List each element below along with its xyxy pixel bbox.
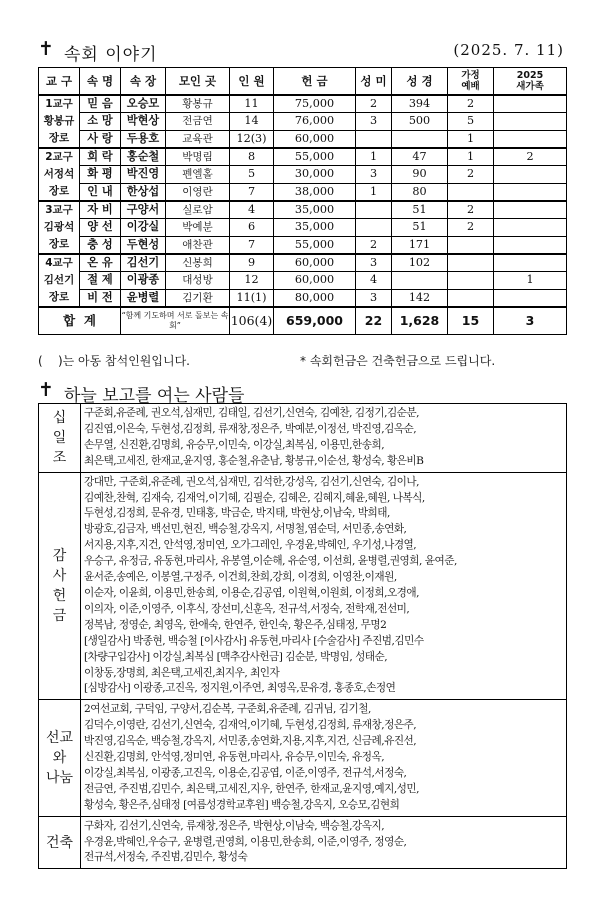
table-cell: 14 bbox=[230, 113, 274, 130]
table-cell: 2 bbox=[448, 219, 494, 236]
giver-line: 김진엽,이은숙, 두현성,김정희, 류재창,정은주, 박예분,이정선, 박진영,김옥순, bbox=[84, 422, 417, 435]
table-cell: 394 bbox=[392, 95, 448, 113]
table-cell: 소 망 bbox=[80, 113, 121, 130]
table-cell: 두현성 bbox=[121, 236, 166, 254]
district-label: 2교구 서정석 장로 bbox=[39, 148, 80, 201]
table-cell: 9 bbox=[230, 254, 274, 272]
table-cell bbox=[494, 166, 567, 183]
giver-line: 우승구, 유정금, 유동현,마리사, 유봉열,이순해, 유순영, 이선희, 윤병렬,권영희, 윤여준, bbox=[84, 555, 457, 568]
issue-date: (2025. 7. 11) bbox=[453, 41, 564, 59]
table-cell: 12(3) bbox=[230, 130, 274, 148]
section-header-cell-stories bbox=[38, 38, 564, 65]
table-cell: 38,000 bbox=[274, 183, 356, 201]
table-cell bbox=[356, 219, 392, 236]
table-cell: 비 전 bbox=[80, 289, 121, 307]
table-cell bbox=[494, 130, 567, 148]
table-cell: 3 bbox=[356, 113, 392, 130]
total-rice: 22 bbox=[356, 307, 392, 335]
giver-group-row bbox=[39, 472, 567, 700]
table-cell: 화 평 bbox=[80, 166, 121, 183]
table-cell: 60,000 bbox=[274, 272, 356, 289]
table-cell: 두용호 bbox=[121, 130, 166, 148]
column-header: 교 구 bbox=[39, 68, 80, 96]
table-row bbox=[39, 254, 567, 272]
giver-line: 손무열, 신진환,김명희, 유승무,이민숙, 이강실,최복심, 이용민,한송희, bbox=[84, 438, 385, 451]
giver-line: 윤서준,송예은, 이봉열,구정주, 이건희,찬희,강희, 이경희, 이영찬,이재원, bbox=[84, 571, 397, 584]
total-worship: 15 bbox=[448, 307, 494, 335]
table-row bbox=[39, 183, 567, 201]
table-cell: 오승모 bbox=[121, 95, 166, 113]
district-label: 4교구 김선기 장로 bbox=[39, 254, 80, 307]
table-cell: 펜엘홀 bbox=[166, 166, 230, 183]
giver-line: 강대만, 구준회,유준례, 권오석,심재민, 김석한,강성옥, 김선기,신연숙, 김이나, bbox=[84, 475, 420, 488]
total-newfamily: 3 bbox=[494, 307, 567, 335]
offering-givers-table bbox=[38, 403, 567, 869]
giver-line: [차량구입감사] 이강실,최복심 [맥추감사헌금] 김순분, 박명임, 성태순, bbox=[84, 650, 388, 663]
table-cell: 171 bbox=[392, 236, 448, 254]
table-cell: 한상섭 bbox=[121, 183, 166, 201]
table-cell: 실로암 bbox=[166, 201, 230, 219]
table-cell bbox=[494, 254, 567, 272]
table-cell: 신봉희 bbox=[166, 254, 230, 272]
giver-line: 김예찬,찬혁, 김재숙, 김재억,이기혜, 김필순, 김혜은, 김혜지,혜윤,혜원, 나복식, bbox=[84, 491, 425, 504]
table-cell: 김기환 bbox=[166, 289, 230, 307]
table-cell: 4 bbox=[230, 201, 274, 219]
table-cell: 전금연 bbox=[166, 113, 230, 130]
table-cell: 35,000 bbox=[274, 201, 356, 219]
table-cell bbox=[356, 130, 392, 148]
table-row bbox=[39, 236, 567, 254]
giver-group-row bbox=[39, 404, 567, 473]
table-cell: 4 bbox=[356, 272, 392, 289]
giver-line: 2여선교회, 구덕임, 구양서,김순복, 구준회,유준례, 김귀님, 김기철, bbox=[84, 703, 371, 716]
table-cell: 7 bbox=[230, 236, 274, 254]
table-cell: 1 bbox=[356, 183, 392, 201]
footnote-child-count: ( )는 아동 참석인원입니다. bbox=[38, 354, 190, 368]
total-people: 106(4) bbox=[230, 307, 274, 335]
giver-line: 황성숙, 황은주,심태정 [여름성경학교후원] 백승철,강옥지, 오승모,김현희 bbox=[84, 798, 400, 811]
table-cell: 8 bbox=[230, 148, 274, 166]
table-cell: 60,000 bbox=[274, 130, 356, 148]
table-cell: 자 비 bbox=[80, 201, 121, 219]
table-cell: 12 bbox=[230, 272, 274, 289]
giver-group-label: 감 사 헌 금 bbox=[39, 472, 81, 700]
giver-group-label: 선교 와 나눔 bbox=[39, 700, 81, 816]
table-cell: 이광종 bbox=[121, 272, 166, 289]
table-cell: 홍순철 bbox=[121, 148, 166, 166]
table-cell: 박예분 bbox=[166, 219, 230, 236]
table-cell: 55,000 bbox=[274, 236, 356, 254]
giver-line: 정복남, 정영순, 최영옥, 한애숙, 한연주, 한인숙, 황은주,심태정, 무명2 bbox=[84, 618, 387, 631]
table-cell: 75,000 bbox=[274, 95, 356, 113]
table-cell: 2 bbox=[448, 166, 494, 183]
table-cell: 이강실 bbox=[121, 219, 166, 236]
district-label: 1교구 황봉규 장로 bbox=[39, 95, 80, 148]
table-cell: 55,000 bbox=[274, 148, 356, 166]
table-body bbox=[39, 95, 567, 335]
column-header: 성 경 bbox=[392, 68, 448, 96]
table-cell: 3 bbox=[356, 254, 392, 272]
giver-group-label: 십 일 조 bbox=[39, 404, 81, 473]
giver-line: [심방감사] 이광종,고진옥, 정지원,이주연, 최영옥,문유경, 홍종호,손정연 bbox=[84, 682, 396, 695]
total-offering: 659,000 bbox=[274, 307, 356, 335]
table-cell bbox=[494, 113, 567, 130]
giver-line: 이강실,최복심, 이광종,고진옥, 이용순,김공엽, 이준,이영주, 전규석,서정숙, bbox=[84, 766, 407, 779]
table-cell: 5 bbox=[230, 166, 274, 183]
total-label: 합 계 bbox=[39, 307, 121, 335]
table-cell: 3 bbox=[356, 289, 392, 307]
giver-group-row bbox=[39, 700, 567, 816]
giver-names bbox=[81, 472, 567, 700]
giver-line: 서지용,지후,지건, 안석영,정미연, 오가그레인, 우경윤,박혜인, 우기성,나경열, bbox=[84, 539, 417, 552]
table-cell bbox=[494, 183, 567, 201]
table-cell bbox=[448, 254, 494, 272]
giver-line: 전금연, 주진범,김민수, 최은택,고세진,지우, 한연주, 한재교,윤지영,예지,성민, bbox=[84, 782, 420, 795]
table-cell: 2 bbox=[448, 95, 494, 113]
table-cell: 사 랑 bbox=[80, 130, 121, 148]
table-row bbox=[39, 166, 567, 183]
footnote-offering: * 속회헌금은 건축헌금으로 드립니다. bbox=[300, 354, 496, 368]
giver-group-row bbox=[39, 816, 567, 869]
table-cell: 박명림 bbox=[166, 148, 230, 166]
total-bible: 1,628 bbox=[392, 307, 448, 335]
table-row bbox=[39, 272, 567, 289]
table-cell bbox=[448, 183, 494, 201]
giver-names bbox=[81, 404, 567, 473]
footnotes bbox=[38, 352, 578, 370]
table-cell bbox=[494, 201, 567, 219]
table-cell: 희 락 bbox=[80, 148, 121, 166]
column-header: 가정 예배 bbox=[448, 68, 494, 96]
table-cell: 양 선 bbox=[80, 219, 121, 236]
table-cell: 7 bbox=[230, 183, 274, 201]
section-header-givers bbox=[38, 379, 538, 406]
table-cell: 2 bbox=[494, 148, 567, 166]
giver-line: 신진환,김명희, 안석영,정미연, 유동현,마리사, 유승무,이민숙, 유정옥, bbox=[84, 751, 385, 764]
table-cell: 500 bbox=[392, 113, 448, 130]
table-cell: 2 bbox=[356, 95, 392, 113]
cross-icon: ✝ bbox=[38, 379, 54, 401]
table-cell: 1 bbox=[356, 148, 392, 166]
table-cell: 황봉규 bbox=[166, 95, 230, 113]
table-cell: 박진영 bbox=[121, 166, 166, 183]
table-cell bbox=[448, 289, 494, 307]
column-header: 2025 새가족 bbox=[494, 68, 567, 96]
page-title: 속회 이야기 bbox=[64, 45, 158, 65]
table-row bbox=[39, 289, 567, 307]
giver-names bbox=[81, 700, 567, 816]
table-header-row bbox=[39, 68, 567, 96]
table-cell: 51 bbox=[392, 201, 448, 219]
column-header: 속 장 bbox=[121, 68, 166, 96]
column-header: 속 명 bbox=[80, 68, 121, 96]
table-row bbox=[39, 148, 567, 166]
table-cell: 11 bbox=[230, 95, 274, 113]
table-cell: 51 bbox=[392, 219, 448, 236]
column-header: 인 원 bbox=[230, 68, 274, 96]
table-cell bbox=[448, 236, 494, 254]
table-cell: 애찬관 bbox=[166, 236, 230, 254]
table-cell: 102 bbox=[392, 254, 448, 272]
giver-line: 김덕수,이영란, 김선기,신연숙, 김재억,이기혜, 두현성,김정희, 류재창,정은주, bbox=[84, 719, 417, 732]
table-cell bbox=[448, 272, 494, 289]
giver-line: 방광호,김금자, 백선민,현진, 백승철,강옥지, 서명철,염순덕, 서민종,송연화, bbox=[84, 523, 407, 536]
giver-names bbox=[81, 816, 567, 869]
table-cell: 윤병렬 bbox=[121, 289, 166, 307]
table-cell: 믿 음 bbox=[80, 95, 121, 113]
table-cell: 1 bbox=[448, 148, 494, 166]
total-row bbox=[39, 307, 567, 335]
table-cell: 76,000 bbox=[274, 113, 356, 130]
table-row bbox=[39, 219, 567, 236]
table-cell: 80 bbox=[392, 183, 448, 201]
table-cell: 절 제 bbox=[80, 272, 121, 289]
giver-line: 이순자, 이윤희, 이용민,한송희, 이용순,김공엽, 이원혁,이원희, 이정희,오경애, bbox=[84, 586, 420, 599]
table-cell: 인 내 bbox=[80, 183, 121, 201]
table-cell: 2 bbox=[448, 201, 494, 219]
table-cell: 이영란 bbox=[166, 183, 230, 201]
giver-line: 우경윤,박혜인,우승구, 윤병렬,권영희, 이용민,한송희, 이준,이영주, 정영순, bbox=[84, 835, 407, 848]
table-cell: 80,000 bbox=[274, 289, 356, 307]
table-cell: 60,000 bbox=[274, 254, 356, 272]
giver-group-label: 건축 bbox=[39, 816, 81, 869]
table-cell bbox=[494, 289, 567, 307]
table-cell: 구양서 bbox=[121, 201, 166, 219]
table-cell: 충 성 bbox=[80, 236, 121, 254]
cross-icon: ✝ bbox=[38, 38, 54, 60]
table-cell: 142 bbox=[392, 289, 448, 307]
giver-line: 이의자, 이준,이영주, 이후식, 장선미,신훈옥, 전규석,서정숙, 전학재,전선미, bbox=[84, 602, 410, 615]
table-cell: 1 bbox=[448, 130, 494, 148]
table-cell: 11(1) bbox=[230, 289, 274, 307]
table-cell: 대성방 bbox=[166, 272, 230, 289]
table-cell: 5 bbox=[448, 113, 494, 130]
table-cell: 2 bbox=[356, 236, 392, 254]
table-row bbox=[39, 95, 567, 113]
cell-meeting-table bbox=[38, 67, 567, 335]
giver-line: [생일감사] 박종현, 백승철 [이사감사] 유동현,마리사 [수술감사] 주진범,김민수 bbox=[84, 634, 424, 647]
table-cell: 김선기 bbox=[121, 254, 166, 272]
table-cell: 6 bbox=[230, 219, 274, 236]
table-cell bbox=[494, 219, 567, 236]
table-cell: 3 bbox=[356, 166, 392, 183]
section-title: 하늘 보고를 여는 사람들 bbox=[64, 386, 245, 406]
column-header: 모인 곳 bbox=[166, 68, 230, 96]
giver-line: 이창동,장명희, 최은택,고세진,최지우, 최인자 bbox=[84, 666, 280, 679]
table-cell: 35,000 bbox=[274, 219, 356, 236]
table-row bbox=[39, 201, 567, 219]
giver-line: 전규석,서정숙, 주진범,김민수, 황성숙 bbox=[84, 851, 248, 864]
district-label: 3교구 김광석 장로 bbox=[39, 201, 80, 254]
column-header: 성 미 bbox=[356, 68, 392, 96]
table-cell: 온 유 bbox=[80, 254, 121, 272]
table-cell: 30,000 bbox=[274, 166, 356, 183]
table-cell bbox=[356, 201, 392, 219]
table-cell: 47 bbox=[392, 148, 448, 166]
giver-line: 구화자, 김선기,신연숙, 류재창,정은주, 박현상,이남숙, 백승철,강옥지, bbox=[84, 819, 385, 832]
giver-line: 박진영,김옥순, 백승철,강옥지, 서민종,송연화,지용,지후,지건, 신금례,유진선, bbox=[84, 735, 417, 748]
table-row bbox=[39, 130, 567, 148]
table-cell bbox=[392, 272, 448, 289]
table-cell: 박현상 bbox=[121, 113, 166, 130]
table-cell bbox=[494, 95, 567, 113]
table-cell: 90 bbox=[392, 166, 448, 183]
cell-motto: “함께 기도하며 서로 돌보는 속회” bbox=[121, 307, 230, 335]
table-cell: 1 bbox=[494, 272, 567, 289]
table-cell: 교육관 bbox=[166, 130, 230, 148]
giver-line: 구준회,유준례, 권오석,심재민, 김태일, 김선기,신연숙, 김예찬, 김정기,김순분, bbox=[84, 407, 420, 419]
table-row bbox=[39, 113, 567, 130]
column-header: 헌 금 bbox=[274, 68, 356, 96]
giver-line: 두현성,김정희, 문유경, 민태홍, 박금순, 박지태, 박현상,이남숙, 박희태, bbox=[84, 507, 390, 520]
table-cell bbox=[392, 130, 448, 148]
table-cell bbox=[494, 236, 567, 254]
giver-line: 최은택,고세진, 한재교,윤지영, 홍순철,유춘남, 황봉규,이순선, 황성숙, 황은비B bbox=[84, 454, 424, 467]
